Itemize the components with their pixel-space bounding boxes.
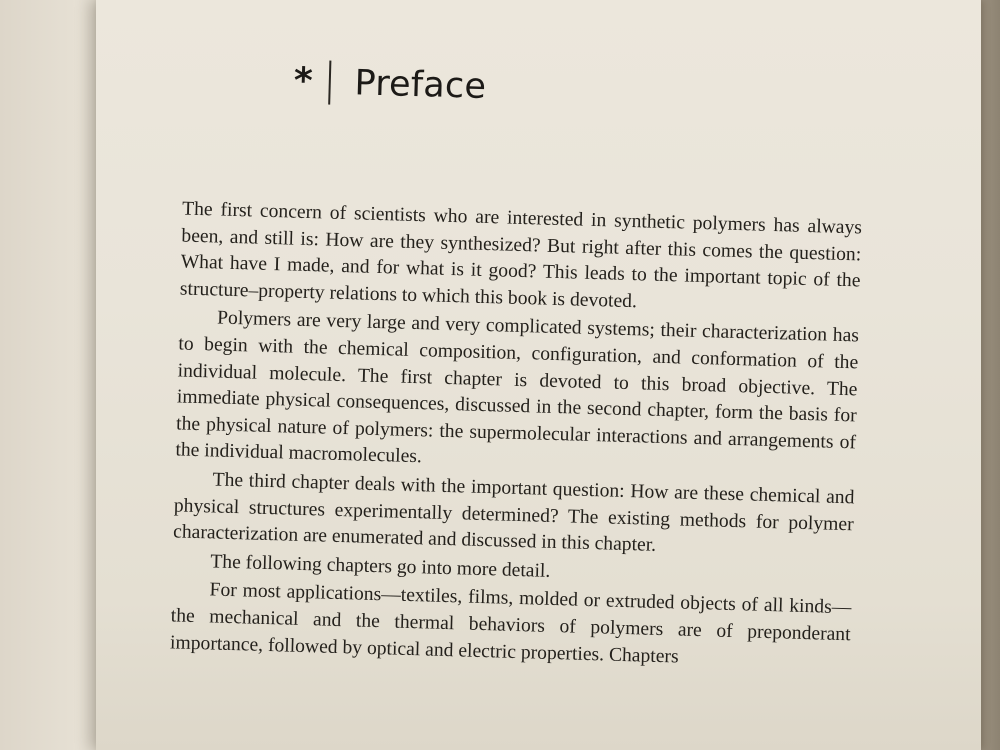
paragraph-1: The first concern of scientists who are interested in synthetic polymers has always been, and still is: How are they synthesized? But right after this comes the question: What have I made, and for what is it good? This leads to the important topic of the structure–property relations to which this book is devoted. — [179, 198, 863, 312]
paragraph-5: For most applications—textiles, films, molded or extruded objects of all kinds—the mechanical and the thermal behaviors of polymers are of preponderant importance, followed by optical and electric properties. Chapters — [169, 579, 852, 668]
heading-divider — [328, 61, 331, 105]
body-text — [170, 196, 863, 677]
asterisk-symbol: * — [293, 60, 314, 103]
page-content — [75, 0, 981, 750]
chapter-heading — [293, 52, 487, 117]
chapter-title: Preface — [354, 63, 487, 107]
paragraph-3: The third chapter deals with the important question: How are these chemical and physical structures experimentally determined? The existing methods for polymer characterization are enumerated and discussed in this chapter. — [172, 469, 855, 556]
paragraph-2: Polymers are very large and very complicated systems; their characterization has to begin with the chemical composition, configuration, and conformation of the individual molecule. The first chapter is devoted to this broad objective. The immediate physical consequences, discussed in the second chapter, form the basis for the physical nature of polymers: the supermolecular interactions and arrangements of the individual macromolecules. — [175, 307, 860, 468]
book-page — [96, 0, 981, 750]
paragraph-4: The following chapters go into more detail. — [210, 551, 551, 582]
